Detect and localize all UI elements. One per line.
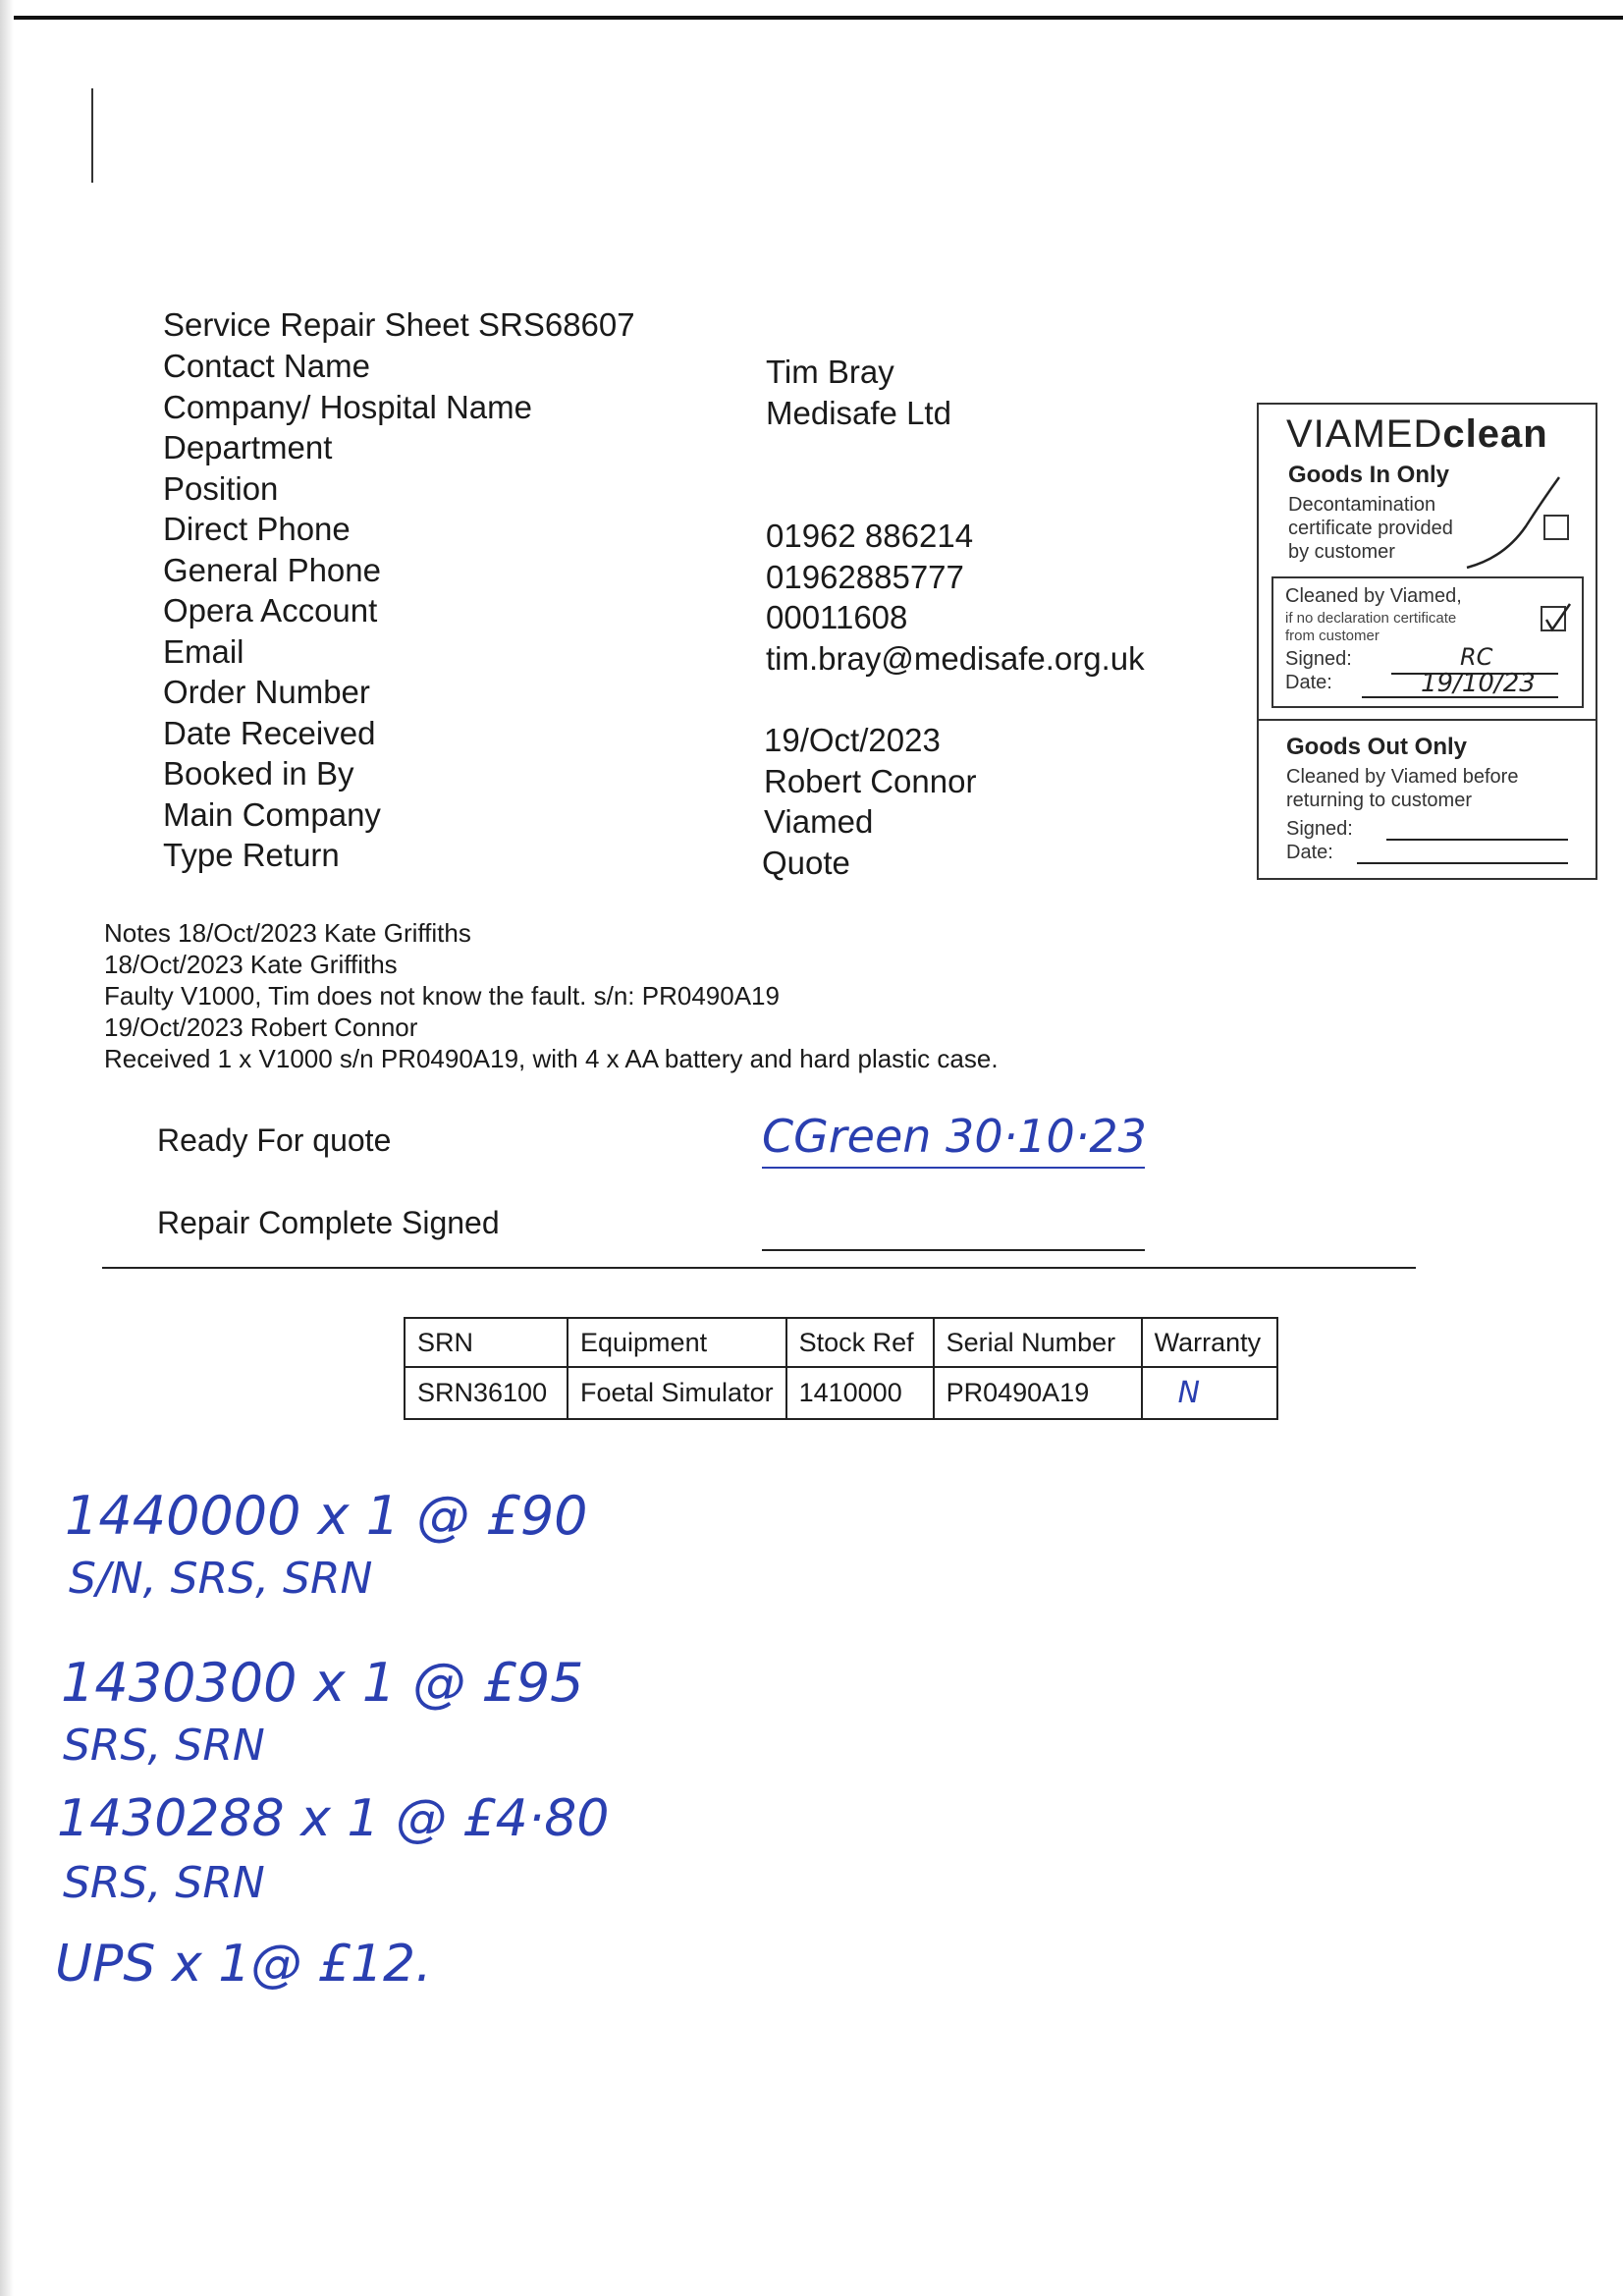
field-label-order-number: Order Number: [163, 674, 370, 710]
field-value-company: Medisafe Ltd: [766, 395, 951, 431]
note-line: 19/Oct/2023 Robert Connor: [104, 1012, 418, 1042]
cleaned-date-label: Date:: [1285, 672, 1332, 693]
field-label-general-phone: General Phone: [163, 552, 381, 588]
goods-in-text-1: Decontamination: [1288, 494, 1436, 516]
field-value-direct-phone: 01962 886214: [766, 518, 974, 554]
field-value-main-company: Viamed: [764, 803, 874, 840]
goods-out-text-1: Cleaned by Viamed before: [1286, 766, 1519, 788]
cell-srn: SRN36100: [405, 1367, 568, 1419]
field-value-type-return: Quote: [762, 845, 850, 881]
viamed-clean-stamp: [1257, 403, 1597, 880]
handwritten-sub-3: SRS, SRN: [63, 1858, 265, 1908]
table-row: [405, 1367, 1277, 1419]
goods-out-date-label: Date:: [1286, 842, 1333, 863]
stamp-divider: [1259, 719, 1596, 721]
goods-out-title: Goods Out Only: [1286, 734, 1467, 760]
goods-in-text-2: certificate provided: [1288, 518, 1453, 539]
ready-for-quote-label: Ready For quote: [157, 1122, 392, 1158]
field-label-opera-account: Opera Account: [163, 592, 378, 629]
field-value-date-received: 19/Oct/2023: [764, 722, 941, 758]
stamp-brand: VIAMEDclean: [1286, 412, 1548, 456]
header-srn: SRN: [405, 1318, 568, 1367]
top-scan-edge: [0, 16, 1623, 20]
goods-out-text-2: returning to customer: [1286, 790, 1472, 811]
goods-in-text-3: by customer: [1288, 541, 1395, 563]
checkmark-icon: [1541, 602, 1574, 635]
field-label-company: Company/ Hospital Name: [163, 389, 532, 425]
field-value-booked-in-by: Robert Connor: [764, 763, 977, 799]
cleaned-title: Cleaned by Viamed,: [1285, 585, 1462, 607]
field-label-booked-in-by: Booked in By: [163, 755, 354, 792]
note-line: Notes 18/Oct/2023 Kate Griffiths: [104, 918, 471, 948]
cell-serial-number: PR0490A19: [934, 1367, 1142, 1419]
handwritten-sub-2: SRS, SRN: [63, 1721, 265, 1771]
ready-signature-line: [762, 1167, 1145, 1169]
note-line: Faulty V1000, Tim does not know the fault. s/n: PR0490A19: [104, 981, 780, 1011]
scan-shadow: [0, 0, 14, 2296]
repair-complete-label: Repair Complete Signed: [157, 1205, 500, 1240]
handwritten-line-2: 1430300 x 1 @ £95: [61, 1652, 584, 1714]
table-header-row: [405, 1318, 1277, 1367]
cleaned-date-hand: 19/10/23: [1421, 669, 1536, 698]
goods-out-signed-line: [1386, 839, 1568, 841]
field-label-contact: Contact Name: [163, 348, 370, 384]
field-label-direct-phone: Direct Phone: [163, 511, 351, 547]
checkbox-strike-icon: [1465, 473, 1563, 572]
goods-out-date-line: [1357, 862, 1568, 864]
header-equipment: Equipment: [568, 1318, 786, 1367]
note-line: Received 1 x V1000 s/n PR0490A19, with 4 x AA battery and hard plastic case.: [104, 1044, 999, 1073]
goods-out-signed-label: Signed:: [1286, 818, 1353, 840]
section-divider: [102, 1267, 1416, 1269]
repair-complete-line: [762, 1249, 1145, 1251]
field-label-email: Email: [163, 633, 244, 670]
field-value-opera-account: 00011608: [766, 599, 908, 635]
cleaned-small-2: from customer: [1285, 628, 1380, 644]
handwritten-line-4: UPS x 1@ £12.: [55, 1935, 432, 1994]
handwritten-line-3: 1430288 x 1 @ £4·80: [57, 1789, 610, 1848]
field-label-main-company: Main Company: [163, 796, 381, 833]
header-serial-number: Serial Number: [934, 1318, 1142, 1367]
margin-mark: [91, 88, 93, 183]
sheet-title: Service Repair Sheet SRS68607: [163, 306, 635, 343]
cell-equipment: Foetal Simulator: [568, 1367, 786, 1419]
field-label-date-received: Date Received: [163, 715, 376, 751]
field-label-type-return: Type Return: [163, 837, 340, 873]
handwritten-line-1: 1440000 x 1 @ £90: [65, 1485, 588, 1547]
cell-warranty: N: [1142, 1367, 1277, 1419]
cleaned-small-1: if no declaration certificate: [1285, 610, 1457, 627]
equipment-table: [404, 1317, 1278, 1420]
note-line: 18/Oct/2023 Kate Griffiths: [104, 950, 398, 979]
cell-stock-ref: 1410000: [786, 1367, 934, 1419]
field-label-position: Position: [163, 470, 279, 507]
header-stock-ref: Stock Ref: [786, 1318, 934, 1367]
cleaned-by-viamed-box: [1271, 576, 1584, 708]
cleaned-signed-label: Signed:: [1285, 648, 1352, 670]
notes-block: [104, 917, 999, 1074]
cleaned-signature: RC: [1460, 643, 1493, 671]
handwritten-sub-1: S/N, SRS, SRN: [69, 1554, 373, 1604]
header-warranty: Warranty: [1142, 1318, 1277, 1367]
field-value-general-phone: 01962885777: [766, 559, 964, 595]
goods-in-title: Goods In Only: [1288, 462, 1450, 488]
ready-signature: CGreen 30·10·23: [762, 1110, 1147, 1163]
field-label-department: Department: [163, 429, 333, 465]
field-value-email: tim.bray@medisafe.org.uk: [766, 640, 1145, 677]
field-value-contact: Tim Bray: [766, 354, 894, 390]
